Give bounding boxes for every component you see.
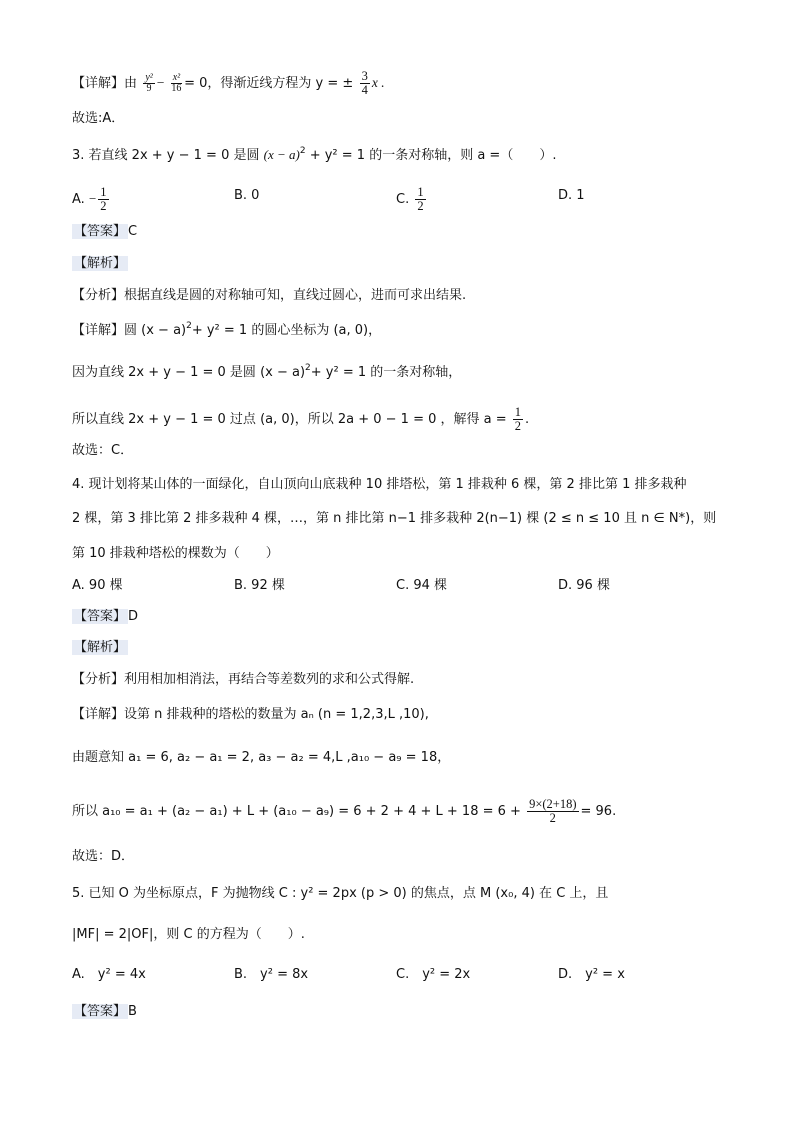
- text: + y² = 1 的一条对称轴，: [310, 365, 462, 380]
- q4-option-c: C. 94 棵: [396, 578, 448, 593]
- superscript: 2: [186, 321, 192, 331]
- analysis-tag: 【解析】: [74, 640, 127, 655]
- q3-detail-line-2: [72, 363, 461, 383]
- superscript: 2: [299, 146, 306, 156]
- q3-option-b: B. 0: [234, 188, 260, 203]
- fraction: [513, 406, 523, 433]
- denominator: 2: [549, 811, 556, 825]
- numerator: 3: [361, 69, 368, 83]
- fraction: [98, 186, 108, 213]
- q4-selection: 故选：D．: [72, 849, 135, 864]
- denominator: 4: [361, 83, 368, 97]
- text: 3. 若直线 2x + y − 1 = 0 是圆: [72, 148, 260, 163]
- answer-tag: 【答案】: [74, 224, 127, 239]
- fraction: [171, 73, 182, 94]
- sign: −: [88, 191, 97, 206]
- text: 所以 a₁₀ = a₁ + (a₂ − a₁) + L + (a₁₀ − a₉) = 6 + 2 + 4 + L + 18 = 6 +: [72, 804, 521, 819]
- q4-stem-line-2: 2 棵，第 3 排比第 2 排多栽种 4 棵，…，第 n 排比第 n−1 排多栽种 2(n−1) 棵 (2 ≤ n ≤ 10 且 n ∈ N*)，则: [72, 511, 717, 526]
- fraction: [143, 73, 154, 94]
- text: + y² = 1 的一条对称轴，则 a =（ ）.: [309, 148, 557, 163]
- q3-option-a: [72, 186, 111, 213]
- numerator: 1: [100, 185, 107, 199]
- text: + y² = 1 的圆心坐标为 (a, 0)，: [191, 323, 382, 338]
- analysis-label: 【分析】: [72, 672, 125, 687]
- q3-stem: [72, 145, 556, 166]
- fraction: [527, 798, 578, 825]
- q3-detail-line-3: [72, 406, 529, 433]
- numerator: 9×(2+18): [529, 797, 577, 811]
- text: 因为直线 2x + y − 1 = 0 是圆 (x − a): [72, 365, 306, 380]
- text: .: [525, 412, 530, 427]
- q4-option-b: B. 92 棵: [234, 578, 285, 593]
- denominator: 2: [100, 199, 107, 213]
- text: = 0，得渐近线方程为 y = ±: [184, 76, 354, 91]
- superscript: 2: [305, 363, 311, 373]
- denominator: 2: [514, 419, 522, 433]
- q4-detail: [72, 705, 429, 725]
- label: C.: [396, 192, 410, 207]
- label: A.: [72, 192, 85, 207]
- detail-label: 【详解】: [72, 707, 125, 722]
- q4-analysis-header: [72, 638, 128, 658]
- q4-option-a: A. 90 棵: [72, 578, 123, 593]
- q5-option-a: A. y² = 4x: [72, 967, 146, 982]
- numerator: 1: [417, 185, 424, 199]
- q5-stem-line-2: |MF| = 2|OF|，则 C 的方程为（ ）.: [72, 927, 305, 942]
- answer-tag: 【答案】: [74, 609, 127, 624]
- q3-option-c: [396, 186, 428, 213]
- q3-analysis: [72, 286, 466, 306]
- q3-analysis-header: [72, 254, 128, 274]
- q3-option-d: D. 1: [558, 188, 585, 203]
- analysis-text: 利用相加相消法，再结合等差数列的求和公式得解.: [124, 672, 415, 687]
- answer-value: D: [128, 609, 139, 624]
- numerator: 1: [514, 405, 522, 419]
- q5-answer: [72, 1002, 137, 1022]
- q4-analysis: [72, 670, 414, 690]
- q4-stem-line-1: 4. 现计划将某山体的一面绿化，自山顶向山底栽种 10 排塔松，第 1 排栽种 6 棵，第 2 排比第 1 排多栽种: [72, 477, 687, 492]
- q5-stem-line-1: 5. 已知 O 为坐标原点，F 为抛物线 C : y² = 2px (p > 0) 的焦点，点 M (x₀, 4) 在 C 上，且: [72, 886, 609, 901]
- analysis-text: 根据直线是圆的对称轴可知，直线过圆心，进而可求出结果.: [124, 288, 467, 303]
- answer-value: B: [128, 1004, 137, 1019]
- selection-line: 故选:A．: [72, 111, 125, 126]
- text: 设第 n 排栽种的塔松的数量为 aₙ (n = 1,2,3,L ,10),: [124, 707, 429, 722]
- q4-detail-line-2: 由题意知 a₁ = 6, a₂ − a₁ = 2, a₃ − a₂ = 4,L ,a₁₀ − a₉ = 18，: [72, 750, 451, 765]
- fraction: [415, 186, 425, 213]
- q4-option-d: D. 96 棵: [558, 578, 610, 593]
- denominator: 16: [171, 83, 182, 94]
- fraction: [360, 70, 370, 97]
- q5-option-b: B. y² = 8x: [234, 967, 309, 982]
- answer-value: C: [128, 224, 138, 239]
- numerator: y²: [145, 72, 153, 83]
- minus: −: [156, 75, 165, 90]
- q3-answer: [72, 222, 137, 242]
- q4-detail-line-3: [72, 798, 616, 825]
- text: = 96.: [580, 804, 617, 819]
- q4-answer: [72, 607, 138, 627]
- q4-stem-line-3: 第 10 排栽种塔松的棵数为（ ）: [72, 546, 279, 561]
- analysis-label: 【分析】: [72, 288, 125, 303]
- answer-tag: 【答案】: [74, 1004, 127, 1019]
- q3-detail: [72, 321, 381, 341]
- q5-option-c: C. y² = 2x: [396, 967, 471, 982]
- detail-line-1: [72, 70, 385, 97]
- analysis-tag: 【解析】: [74, 256, 127, 271]
- math: (x − a): [263, 147, 300, 162]
- text: x .: [371, 75, 385, 90]
- denominator: 2: [417, 199, 424, 213]
- text: 圆 (x − a): [124, 323, 187, 338]
- denominator: 9: [146, 83, 152, 94]
- q5-option-d: D. y² = x: [558, 967, 625, 982]
- detail-tag: 【详解】: [72, 76, 125, 91]
- detail-label: 【详解】: [72, 323, 125, 338]
- numerator: x²: [172, 72, 181, 83]
- q3-selection: 故选：C．: [72, 443, 134, 458]
- text: 所以直线 2x + y − 1 = 0 过点 (a, 0)，所以 2a + 0 − 1 = 0 ，解得 a =: [72, 412, 507, 427]
- text: 由: [124, 76, 138, 91]
